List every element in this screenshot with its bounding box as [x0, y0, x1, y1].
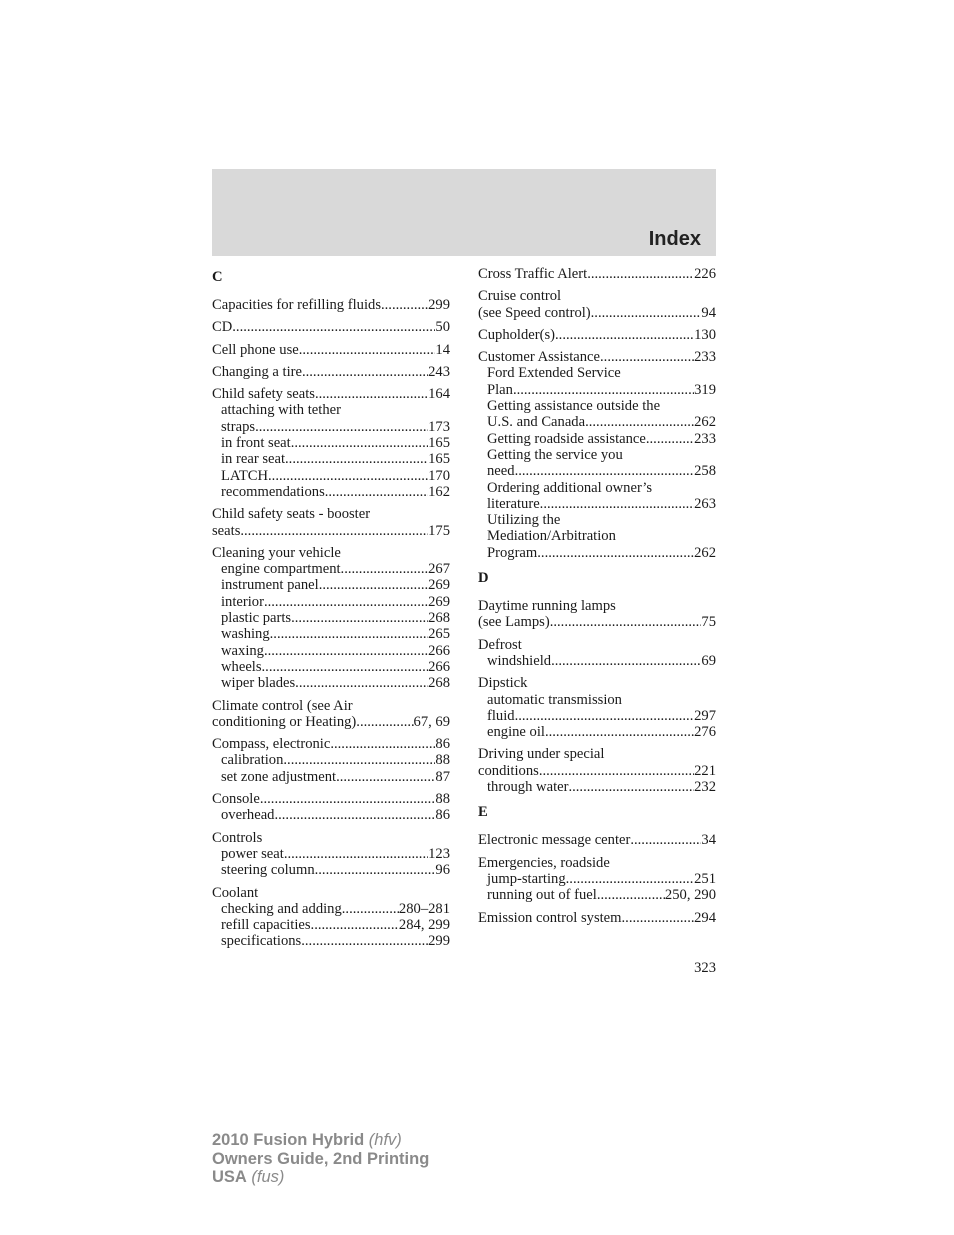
entry-page-ref: 175: [428, 522, 450, 539]
index-subentry-line: [212, 659, 450, 675]
index-subentry-line: [478, 398, 716, 414]
entry-page-ref: 173: [428, 418, 450, 435]
index-subentry-line: [212, 917, 450, 933]
footer: [212, 1131, 429, 1187]
index-entry: [212, 830, 450, 879]
entry-page-ref: 165: [428, 451, 450, 468]
dot-leader: [295, 675, 428, 691]
entry-term: Cupholder(s): [478, 326, 556, 343]
dot-leader: [539, 763, 694, 779]
index-entry: [212, 506, 450, 539]
index-subentry-line: [478, 708, 716, 724]
entry-page-ref: 232: [694, 779, 716, 796]
index-entry-line: [478, 598, 716, 614]
dot-leader: [291, 435, 428, 451]
entry-term: CD: [212, 319, 233, 336]
index-entry-line: [478, 832, 716, 848]
entry-term: conditioning or Heating): [212, 713, 357, 730]
index-entry-line: [478, 910, 716, 926]
index-subentry-line: [212, 643, 450, 659]
index-entry: [478, 349, 716, 561]
index-entry: [478, 855, 716, 904]
entry-term: plastic parts: [221, 610, 292, 627]
entry-page-ref: 88: [435, 752, 450, 769]
entry-term: Getting the service you: [487, 446, 623, 463]
dot-leader: [268, 468, 428, 484]
index-entry: [478, 288, 716, 321]
section-letter: D: [478, 570, 489, 587]
entry-term: fluid: [487, 707, 515, 724]
index-subentry-line: [212, 468, 450, 484]
dot-leader: [330, 736, 435, 752]
entry-page-ref: 269: [428, 593, 450, 610]
entry-page-ref: 164: [428, 386, 450, 403]
entry-page-ref: 96: [435, 862, 450, 879]
dot-leader: [587, 266, 694, 282]
entry-page-ref: 233: [694, 430, 716, 447]
entry-page-ref: 299: [428, 297, 450, 313]
index-subentry-line: [212, 577, 450, 593]
index-entry-line: [478, 746, 716, 762]
entry-page-ref: 34: [701, 832, 716, 849]
index-entry: [478, 637, 716, 670]
entry-term: windshield: [487, 652, 552, 669]
index-entry-line: [478, 675, 716, 691]
index-subentry-line: [212, 610, 450, 626]
entry-term: wheels: [221, 658, 262, 675]
entry-term: seats: [212, 522, 241, 539]
dot-leader: [568, 779, 694, 795]
dot-leader: [283, 752, 435, 768]
index-entry-line: [478, 637, 716, 653]
dot-leader: [381, 297, 428, 313]
dot-leader: [264, 594, 428, 610]
entry-page-ref: 280–281: [398, 900, 450, 917]
entry-term: Driving under special: [478, 746, 605, 763]
dot-leader: [545, 724, 694, 740]
entry-term: through water: [487, 779, 569, 796]
entry-term: Capacities for refilling fluids: [212, 297, 381, 313]
index-subentry-line: [212, 626, 450, 642]
dot-leader: [600, 349, 694, 365]
index-entry: [212, 297, 450, 313]
index-entry-line: [212, 791, 450, 807]
dot-leader: [260, 791, 436, 807]
index-entry: [212, 698, 450, 731]
entry-term: Coolant: [212, 884, 259, 901]
entry-term: washing: [221, 626, 270, 643]
index-subentry-line: [478, 365, 716, 381]
entry-term: (see Lamps): [478, 614, 550, 631]
index-subentry-line: [212, 402, 450, 418]
entry-term: Plan: [487, 381, 513, 398]
dot-leader: [240, 523, 428, 539]
dot-leader: [311, 917, 399, 933]
entry-term: Electronic message center: [478, 832, 631, 849]
entry-page-ref: 233: [694, 349, 716, 366]
entry-page-ref: 165: [428, 435, 450, 452]
entry-term: LATCH: [221, 467, 269, 484]
dot-leader: [566, 871, 694, 887]
dot-leader: [585, 414, 694, 430]
dot-leader: [341, 561, 429, 577]
index-entry: [478, 266, 716, 282]
entry-page-ref: 86: [435, 807, 450, 824]
dot-leader: [291, 610, 428, 626]
index-subentry-line: [212, 419, 450, 435]
entry-term: Cell phone use: [212, 341, 299, 358]
entry-page-ref: 130: [694, 326, 716, 343]
index-subentry-line: [212, 933, 450, 949]
entry-term: straps: [221, 418, 256, 435]
index-entry: [478, 832, 716, 848]
entry-term: Dipstick: [478, 675, 528, 692]
index-subentry-line: [478, 382, 716, 398]
entry-page-ref: 243: [428, 363, 450, 380]
dot-leader: [591, 305, 702, 321]
index-entry: [212, 342, 450, 358]
entry-term: Child safety seats - booster: [212, 506, 371, 523]
index-entry-line: [478, 288, 716, 304]
dot-leader: [302, 364, 428, 380]
index-entry-line: [478, 305, 716, 321]
entry-page-ref: 162: [428, 483, 450, 500]
index-subentry-line: [478, 653, 716, 669]
entry-term: engine oil: [487, 724, 545, 741]
entry-page-ref: 265: [428, 626, 450, 643]
entry-term: attaching with tether: [221, 402, 341, 419]
entry-page-ref: 262: [694, 544, 716, 561]
index-entry-line: [212, 714, 450, 730]
entry-term: steering column: [221, 862, 315, 879]
dot-leader: [336, 769, 435, 785]
entry-page-ref: 67, 69: [413, 713, 450, 730]
entry-term: Program: [487, 544, 538, 561]
entry-term: Cruise control: [478, 288, 562, 305]
index-subentry-line: [478, 512, 716, 528]
dot-leader: [513, 382, 694, 398]
entry-term: Getting roadside assistance: [487, 430, 646, 447]
entry-page-ref: 284, 299: [398, 917, 450, 934]
entry-page-ref: 268: [428, 610, 450, 627]
index-entry: [478, 675, 716, 740]
dot-leader: [284, 846, 428, 862]
index-subentry-line: [478, 545, 716, 561]
entry-page-ref: 319: [694, 381, 716, 398]
footer-line-1: 2010 Fusion Hybrid (hfv): [212, 1131, 402, 1149]
entry-page-ref: 50: [435, 319, 450, 336]
dot-leader: [301, 933, 428, 949]
index-column-right: [478, 266, 716, 932]
index-entry-line: [478, 614, 716, 630]
dot-leader: [285, 451, 428, 467]
index-subentry-line: [478, 724, 716, 740]
entry-page-ref: 299: [428, 933, 450, 950]
entry-page-ref: 258: [694, 463, 716, 480]
entry-page-ref: 69: [701, 652, 716, 669]
index-entry-line: [212, 830, 450, 846]
dot-leader: [540, 496, 694, 512]
entry-term: Ordering additional owner’s: [487, 479, 653, 496]
dot-leader: [515, 708, 695, 724]
entry-term: Emission control system: [478, 909, 622, 926]
entry-term: Defrost: [478, 636, 522, 653]
entry-page-ref: 88: [435, 791, 450, 808]
entry-term: Console: [212, 791, 260, 808]
entry-page-ref: 267: [428, 561, 450, 578]
index-subentry-line: [478, 480, 716, 496]
index-subentry-line: [212, 769, 450, 785]
entry-page-ref: 276: [694, 724, 716, 741]
entry-term: automatic transmission: [487, 691, 622, 708]
index-entry-line: [212, 364, 450, 380]
entry-term: interior: [221, 593, 264, 610]
entry-term: Emergencies, roadside: [478, 854, 610, 871]
entry-term: Cleaning your vehicle: [212, 544, 341, 561]
index-entry-line: [212, 885, 450, 901]
dot-leader: [274, 807, 435, 823]
dot-leader: [646, 431, 694, 447]
entry-term: U.S. and Canada: [487, 414, 586, 431]
index-entry-line: [212, 698, 450, 714]
index-subentry-line: [478, 414, 716, 430]
dot-leader: [622, 910, 695, 926]
entry-term: Changing a tire: [212, 363, 302, 380]
index-entry-line: [212, 506, 450, 522]
index-entry: [478, 746, 716, 795]
entry-term: literature: [487, 495, 540, 512]
index-entry-line: [478, 855, 716, 871]
index-subentry-line: [212, 901, 450, 917]
page-title: Index: [648, 228, 701, 250]
dot-leader: [597, 887, 665, 903]
index-subentry-line: [212, 451, 450, 467]
entry-term: instrument panel: [221, 577, 319, 594]
entry-term: Child safety seats: [212, 386, 315, 403]
index-subentry-line: [212, 846, 450, 862]
entry-page-ref: 266: [428, 642, 450, 659]
index-subentry-line: [212, 594, 450, 610]
dot-leader: [232, 319, 435, 335]
dot-leader: [342, 901, 399, 917]
index-subentry-line: [212, 484, 450, 500]
entry-term: jump-starting: [487, 870, 566, 887]
dot-leader: [299, 342, 436, 358]
entry-term: checking and adding: [221, 900, 342, 917]
dot-leader: [550, 614, 702, 630]
index-subentry-line: [478, 463, 716, 479]
section-letter: E: [478, 804, 488, 821]
index-subentry-line: [478, 447, 716, 463]
dot-leader: [515, 463, 695, 479]
dot-leader: [262, 659, 429, 675]
dot-leader: [315, 386, 428, 402]
index-entry-line: [212, 545, 450, 561]
index-subentry-line: [478, 496, 716, 512]
index-subentry-line: [212, 807, 450, 823]
entry-term: calibration: [221, 752, 284, 769]
index-entry: [212, 736, 450, 785]
index-entry-line: [478, 763, 716, 779]
index-entry-line: [212, 386, 450, 402]
index-entry: [212, 364, 450, 380]
index-entry: [212, 791, 450, 824]
index-subentry-line: [478, 431, 716, 447]
dot-leader: [319, 577, 428, 593]
entry-term: Climate control (see Air: [212, 697, 353, 714]
index-entry: [478, 327, 716, 343]
dot-leader: [264, 643, 428, 659]
dot-leader: [551, 653, 701, 669]
entry-term: (see Speed control): [478, 304, 591, 321]
index-entry-line: [478, 327, 716, 343]
entry-term: refill capacities: [221, 917, 311, 934]
entry-term: Controls: [212, 829, 263, 846]
entry-page-ref: 251: [694, 870, 716, 887]
index-column-left: [212, 266, 450, 956]
entry-term: in rear seat: [221, 451, 286, 468]
dot-leader: [325, 484, 428, 500]
entry-term: specifications: [221, 933, 302, 950]
index-entry-line: [478, 266, 716, 282]
dot-leader: [315, 862, 436, 878]
entry-term: Cross Traffic Alert: [478, 266, 588, 282]
index-entry-line: [212, 342, 450, 358]
dot-leader: [270, 626, 428, 642]
entry-page-ref: 86: [435, 736, 450, 753]
index-subentry-line: [478, 887, 716, 903]
index-subentry-line: [478, 779, 716, 795]
entry-page-ref: 269: [428, 577, 450, 594]
entry-page-ref: 123: [428, 845, 450, 862]
entry-page-ref: 170: [428, 467, 450, 484]
dot-leader: [555, 327, 694, 343]
index-entry: [212, 545, 450, 692]
entry-term: power seat: [221, 845, 284, 862]
entry-page-ref: 266: [428, 658, 450, 675]
index-entry-line: [212, 319, 450, 335]
index-entry: [212, 885, 450, 950]
entry-term: running out of fuel: [487, 887, 597, 904]
entry-term: Daytime running lamps: [478, 598, 616, 615]
entry-term: Utilizing the: [487, 512, 561, 529]
index-entry-line: [212, 523, 450, 539]
dot-leader: [255, 419, 428, 435]
index-subentry-line: [478, 528, 716, 544]
index-entry-line: [212, 297, 450, 313]
header-band: [212, 169, 716, 256]
entry-page-ref: 87: [435, 768, 450, 785]
entry-term: overhead: [221, 807, 275, 824]
entry-term: set zone adjustment: [221, 768, 337, 785]
entry-page-ref: 263: [694, 495, 716, 512]
index-subentry-line: [478, 871, 716, 887]
footer-line-3: USA (fus): [212, 1168, 285, 1186]
entry-term: Compass, electronic: [212, 736, 331, 753]
page-number: 323: [694, 960, 716, 976]
entry-term: waxing: [221, 642, 264, 659]
index-entry-line: [478, 349, 716, 365]
footer-line-2: Owners Guide, 2nd Printing: [212, 1149, 430, 1168]
entry-term: Customer Assistance: [478, 349, 601, 366]
index-subentry-line: [212, 862, 450, 878]
entry-page-ref: 14: [435, 341, 450, 358]
entry-term: conditions: [478, 762, 539, 779]
dot-leader: [356, 714, 413, 730]
entry-page-ref: 226: [694, 266, 716, 282]
index-subentry-line: [212, 435, 450, 451]
index-subentry-line: [212, 752, 450, 768]
entry-page-ref: 75: [701, 614, 716, 631]
index-entry: [478, 910, 716, 926]
section-letter: C: [212, 269, 223, 285]
entry-page-ref: 250, 290: [664, 887, 716, 904]
entry-page-ref: 262: [694, 414, 716, 431]
entry-page-ref: 221: [694, 762, 716, 779]
entry-term: engine compartment: [221, 561, 341, 578]
index-entry: [212, 386, 450, 500]
entry-term: Mediation/Arbitration: [487, 528, 616, 545]
index-subentry-line: [212, 675, 450, 691]
index-entry: [478, 598, 716, 631]
entry-page-ref: 94: [701, 304, 716, 321]
entry-term: Ford Extended Service: [487, 365, 621, 382]
index-entry: [212, 319, 450, 335]
index-entry-line: [212, 736, 450, 752]
index-subentry-line: [212, 561, 450, 577]
index-subentry-line: [478, 692, 716, 708]
entry-term: need: [487, 463, 515, 480]
entry-term: recommendations: [221, 483, 325, 500]
dot-leader: [630, 832, 701, 848]
entry-term: in front seat: [221, 435, 291, 452]
dot-leader: [537, 545, 694, 561]
entry-page-ref: 268: [428, 675, 450, 692]
entry-page-ref: 297: [694, 707, 716, 724]
entry-term: wiper blades: [221, 675, 296, 692]
entry-term: Getting assistance outside the: [487, 398, 661, 415]
entry-page-ref: 294: [694, 909, 716, 926]
